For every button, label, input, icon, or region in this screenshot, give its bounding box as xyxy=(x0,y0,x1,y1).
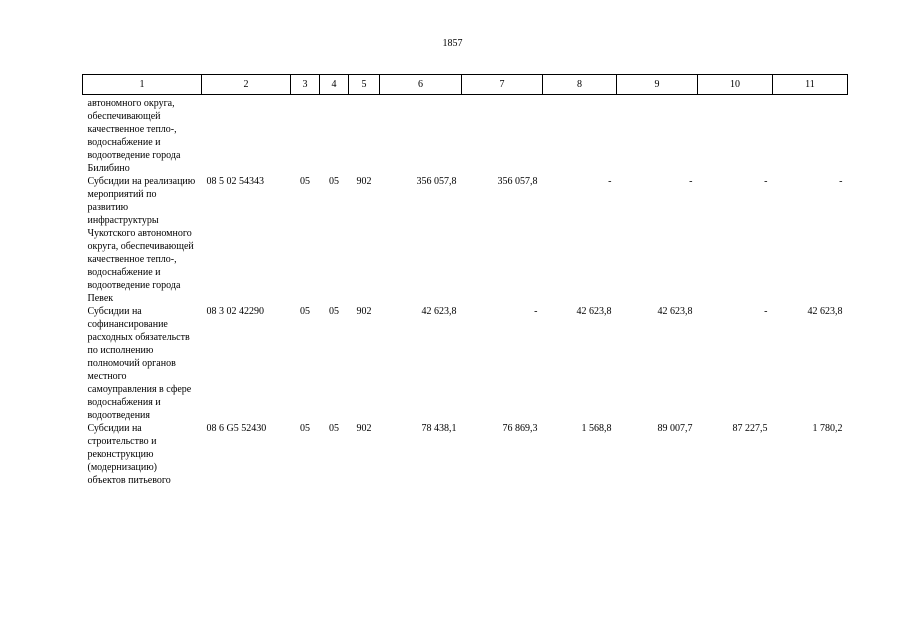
header-row xyxy=(83,75,848,95)
cell: 05 xyxy=(329,176,339,187)
row-name: Субсидии на реализацию мероприятий по развитию инфраструктуры Чукотского автономного округа, обеспечивающей качественное тепло-, водоснабжение и водоотведение города Певек xyxy=(87,176,196,304)
cell-amount xyxy=(617,95,698,176)
cell-amount xyxy=(698,95,773,176)
column-header: 9 xyxy=(617,75,698,95)
cell-amount: 1 568,8 xyxy=(581,423,612,434)
cell-code xyxy=(202,95,291,176)
column-header: 8 xyxy=(543,75,617,95)
cell: 05 xyxy=(300,423,310,434)
row-name: Субсидии на софинансирование расходных обязательств по исполнению полномочий органов местного самоуправления в сфере водоснабжения и водоотведения xyxy=(87,306,192,421)
cell xyxy=(320,95,349,176)
cell: 05 xyxy=(300,176,310,187)
row-name: автономного округа, обеспечивающей качественное тепло-, водоснабжение и водоотведение города Билибино xyxy=(87,98,181,174)
table-row xyxy=(83,95,848,176)
cell: 902 xyxy=(356,176,372,187)
cell-amount xyxy=(543,95,617,176)
cell-amount: - xyxy=(764,176,768,187)
cell-code: 08 3 02 42290 xyxy=(206,306,264,317)
page-number: 1857 xyxy=(442,38,463,49)
cell-amount: - xyxy=(689,176,693,187)
cell: 05 xyxy=(329,423,339,434)
cell-amount: 42 623,8 xyxy=(421,306,457,317)
column-header: 1 xyxy=(83,75,202,95)
cell: 05 xyxy=(300,306,310,317)
cell-amount: 42 623,8 xyxy=(576,306,612,317)
cell-amount: 1 780,2 xyxy=(812,423,843,434)
cell-amount xyxy=(462,95,543,176)
cell-amount: - xyxy=(534,306,538,317)
cell-amount: 78 438,1 xyxy=(421,423,457,434)
cell-amount: 356 057,8 xyxy=(416,176,457,187)
cell: 05 xyxy=(329,306,339,317)
cell-amount: - xyxy=(608,176,612,187)
budget-table xyxy=(82,74,848,487)
cell-amount: 42 623,8 xyxy=(807,306,843,317)
cell: 902 xyxy=(356,423,372,434)
cell-amount: 87 227,5 xyxy=(732,423,768,434)
column-header: 10 xyxy=(698,75,773,95)
cell-amount: - xyxy=(839,176,843,187)
cell-amount: - xyxy=(764,306,768,317)
cell-amount xyxy=(380,95,462,176)
cell-code: 08 6 G5 52430 xyxy=(206,423,267,434)
column-header: 11 xyxy=(773,75,848,95)
column-header: 5 xyxy=(349,75,380,95)
cell-amount: 76 869,3 xyxy=(502,423,538,434)
column-header: 2 xyxy=(202,75,291,95)
table-row xyxy=(83,175,848,305)
column-header: 6 xyxy=(380,75,462,95)
cell-amount: 42 623,8 xyxy=(657,306,693,317)
cell-amount: 89 007,7 xyxy=(657,423,693,434)
cell xyxy=(291,95,320,176)
cell-amount xyxy=(773,95,848,176)
cell-amount: 356 057,8 xyxy=(497,176,538,187)
cell: 902 xyxy=(356,306,372,317)
table-row xyxy=(83,422,848,487)
cell-code: 08 5 02 54343 xyxy=(206,176,264,187)
cell xyxy=(349,95,380,176)
column-header: 4 xyxy=(320,75,349,95)
column-header: 7 xyxy=(462,75,543,95)
column-header: 3 xyxy=(291,75,320,95)
row-name: Субсидии на строительство и реконструкцию (модернизацию) объектов питьевого xyxy=(87,423,171,486)
table-row xyxy=(83,305,848,422)
